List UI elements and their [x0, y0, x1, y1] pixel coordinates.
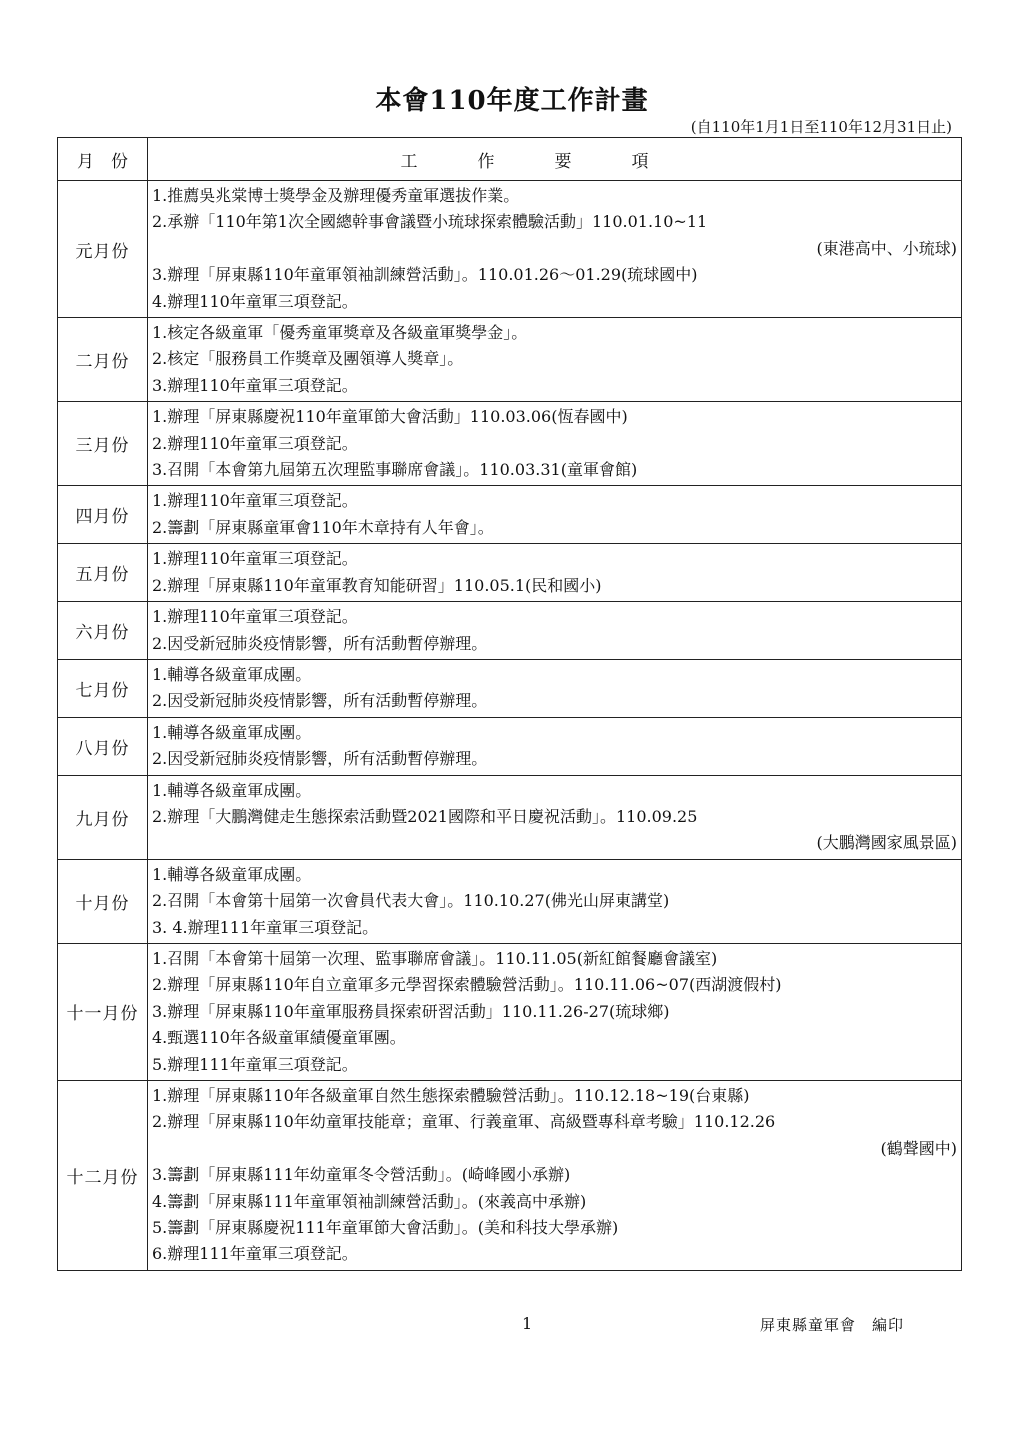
- work-item-text: 2.承辦「110年第1次全國總幹事會議暨小琉球探索體驗活動」110.01.10~11: [152, 212, 708, 232]
- month-label: 三月份: [58, 402, 148, 486]
- work-item-text: 2.辦理「屏東縣110年童軍教育知能研習」110.05.1(民和國小): [152, 575, 602, 595]
- month-row: [58, 1081, 962, 1271]
- work-item-text: 1.召開「本會第十屆第一次理、監事聯席會議」。110.11.05(新紅館餐廳會議室): [152, 948, 718, 968]
- work-item: [152, 209, 959, 262]
- work-item-text: 2.辦理110年童軍三項登記。: [152, 433, 358, 453]
- work-items-cell: [148, 1081, 962, 1271]
- document-title: 本會110年度工作計畫: [375, 86, 649, 116]
- month-label: 十二月份: [58, 1081, 148, 1271]
- work-item: [152, 746, 959, 772]
- plan-period: (自110年1月1日至110年12月31日止): [690, 118, 952, 136]
- work-item-text: 3. 4.辦理111年童軍三項登記。: [152, 917, 379, 937]
- work-item: [152, 999, 959, 1025]
- work-plan-body: [58, 181, 962, 1271]
- work-item-text: 1.輔導各級童軍成團。: [152, 780, 312, 800]
- work-item: [152, 662, 959, 688]
- work-items-cell: [148, 775, 962, 859]
- work-item-location: (大鵬灣國家風景區): [816, 833, 957, 853]
- month-row: [58, 775, 962, 859]
- work-column-header-label: 工作要項: [400, 151, 709, 172]
- work-item: [152, 1025, 959, 1051]
- work-items-cell: [148, 943, 962, 1080]
- month-row: [58, 486, 962, 544]
- work-item-location: (鶴聲國中): [880, 1138, 957, 1158]
- month-label: 九月份: [58, 775, 148, 859]
- work-plan-table: [57, 137, 962, 1271]
- work-item: [152, 1215, 959, 1241]
- month-label: 十一月份: [58, 943, 148, 1080]
- month-row: [58, 318, 962, 402]
- work-item: [152, 431, 959, 457]
- work-item: [152, 720, 959, 746]
- work-item: [152, 262, 959, 288]
- month-column-header: 月 份: [58, 138, 148, 181]
- work-item: [152, 457, 959, 483]
- work-item: [152, 888, 959, 914]
- work-items-cell: [148, 859, 962, 943]
- work-item: [152, 1162, 959, 1188]
- work-item-text: 1.輔導各級童軍成團。: [152, 664, 312, 684]
- work-items-cell: [148, 318, 962, 402]
- work-item-text: 2.召開「本會第十屆第一次會員代表大會」。110.10.27(佛光山屏東講堂): [152, 891, 670, 911]
- work-item-text: 1.辦理110年童軍三項登記。: [152, 491, 358, 511]
- month-label: 二月份: [58, 318, 148, 402]
- work-item: [152, 546, 959, 572]
- month-row: [58, 659, 962, 717]
- month-row: [58, 181, 962, 318]
- work-item-text: 5.籌劃「屏東縣慶祝111年童軍節大會活動」。(美和科技大學承辦): [152, 1218, 619, 1238]
- work-item: [152, 515, 959, 541]
- work-item-text: 4.甄選110年各級童軍績優童軍團。: [152, 1028, 406, 1048]
- month-row: [58, 859, 962, 943]
- work-item: [152, 1109, 959, 1162]
- work-item-text: 1.推薦吳兆棠博士獎學金及辦理優秀童軍選拔作業。: [152, 186, 520, 205]
- work-item-text: 1.辦理「屏東縣慶祝110年童軍節大會活動」110.03.06(恆春國中): [152, 407, 628, 427]
- work-item: [152, 1052, 959, 1078]
- work-item-text: 2.因受新冠肺炎疫情影響，所有活動暫停辦理。: [152, 749, 488, 769]
- work-item-text: 3.辦理110年童軍三項登記。: [152, 375, 358, 395]
- work-item: [152, 778, 959, 804]
- work-item-text: 1.辦理110年童軍三項登記。: [152, 607, 358, 627]
- work-item: [152, 404, 959, 430]
- work-item-location: (東港高中、小琉球): [816, 238, 957, 258]
- work-items-cell: [148, 659, 962, 717]
- work-item: [152, 804, 959, 857]
- month-label: 元月份: [58, 181, 148, 318]
- work-item-text: 2.辦理「屏東縣110年自立童軍多元學習探索體驗營活動」。110.11.06~07(西湖渡假村): [152, 975, 782, 995]
- work-column-header: [148, 138, 962, 181]
- work-item-text: 2.籌劃「屏東縣童軍會110年木章持有人年會」。: [152, 517, 494, 537]
- work-item-text: 3.召開「本會第九屆第五次理監事聯席會議」。110.03.31(童軍會館): [152, 460, 638, 480]
- month-row: [58, 943, 962, 1080]
- work-items-cell: [148, 717, 962, 775]
- publisher-credit: 屏東縣童軍會 編印: [760, 1316, 905, 1334]
- work-item-text: 3.辦理「屏東縣110年童軍領袖訓練營活動」。110.01.26～01.29(琉球國中): [152, 265, 698, 285]
- work-item-text: 2.因受新冠肺炎疫情影響，所有活動暫停辦理。: [152, 633, 488, 653]
- month-label: 五月份: [58, 544, 148, 602]
- work-item-text: 3.籌劃「屏東縣111年幼童軍冬令營活動」。(崎峰國小承辦): [152, 1165, 571, 1185]
- work-item: [152, 972, 959, 998]
- month-label: 四月份: [58, 486, 148, 544]
- work-item-text: 1.辦理110年童軍三項登記。: [152, 549, 358, 569]
- work-items-cell: [148, 544, 962, 602]
- work-item: [152, 1083, 959, 1109]
- work-item-text: 6.辦理111年童軍三項登記。: [152, 1244, 358, 1264]
- month-label: 八月份: [58, 717, 148, 775]
- work-item-text: 2.因受新冠肺炎疫情影響，所有活動暫停辦理。: [152, 691, 488, 711]
- work-item: [152, 862, 959, 888]
- month-row: [58, 717, 962, 775]
- work-item: [152, 1189, 959, 1215]
- work-item-text: 1.辦理「屏東縣110年各級童軍自然生態探索體驗營活動」。110.12.18~19(台東縣): [152, 1086, 750, 1105]
- table-header-row: [58, 138, 962, 181]
- work-items-cell: [148, 181, 962, 318]
- work-item: [152, 1241, 959, 1267]
- work-item-text: 1.輔導各級童軍成團。: [152, 864, 312, 884]
- work-item: [152, 604, 959, 630]
- work-item-text: 1.輔導各級童軍成團。: [152, 722, 312, 742]
- month-row: [58, 402, 962, 486]
- month-row: [58, 544, 962, 602]
- work-item: [152, 320, 959, 346]
- work-item: [152, 488, 959, 514]
- work-item-text: 3.辦理「屏東縣110年童軍服務員探索研習活動」110.11.26-27(琉球鄉): [152, 1001, 670, 1021]
- work-item: [152, 946, 959, 972]
- work-item-text: 4.籌劃「屏東縣111年童軍領袖訓練營活動」。(來義高中承辦): [152, 1191, 587, 1211]
- month-label: 七月份: [58, 659, 148, 717]
- work-item-text: 2.辦理「屏東縣110年幼童軍技能章；童軍、行義童軍、高級暨專科章考驗」110.12.26: [152, 1112, 776, 1132]
- work-item: [152, 631, 959, 657]
- work-item-text: 2.核定「服務員工作獎章及團領導人獎章」。: [152, 349, 464, 369]
- work-items-cell: [148, 602, 962, 660]
- work-items-cell: [148, 402, 962, 486]
- work-item-text: 1.核定各級童軍「優秀童軍獎章及各級童軍獎學金」。: [152, 323, 528, 343]
- page-number: 1: [522, 1314, 533, 1333]
- work-item: [152, 289, 959, 315]
- work-item: [152, 915, 959, 941]
- work-item: [152, 688, 959, 714]
- month-label: 六月份: [58, 602, 148, 660]
- work-item-text: 2.辦理「大鵬灣健走生態探索活動暨2021國際和平日慶祝活動」。110.09.25: [152, 806, 698, 826]
- month-row: [58, 602, 962, 660]
- work-item: [152, 373, 959, 399]
- work-item-text: 5.辦理111年童軍三項登記。: [152, 1054, 358, 1074]
- work-item: [152, 346, 959, 372]
- work-items-cell: [148, 486, 962, 544]
- work-item: [152, 183, 959, 209]
- work-item-text: 4.辦理110年童軍三項登記。: [152, 291, 358, 311]
- month-label: 十月份: [58, 859, 148, 943]
- work-item: [152, 573, 959, 599]
